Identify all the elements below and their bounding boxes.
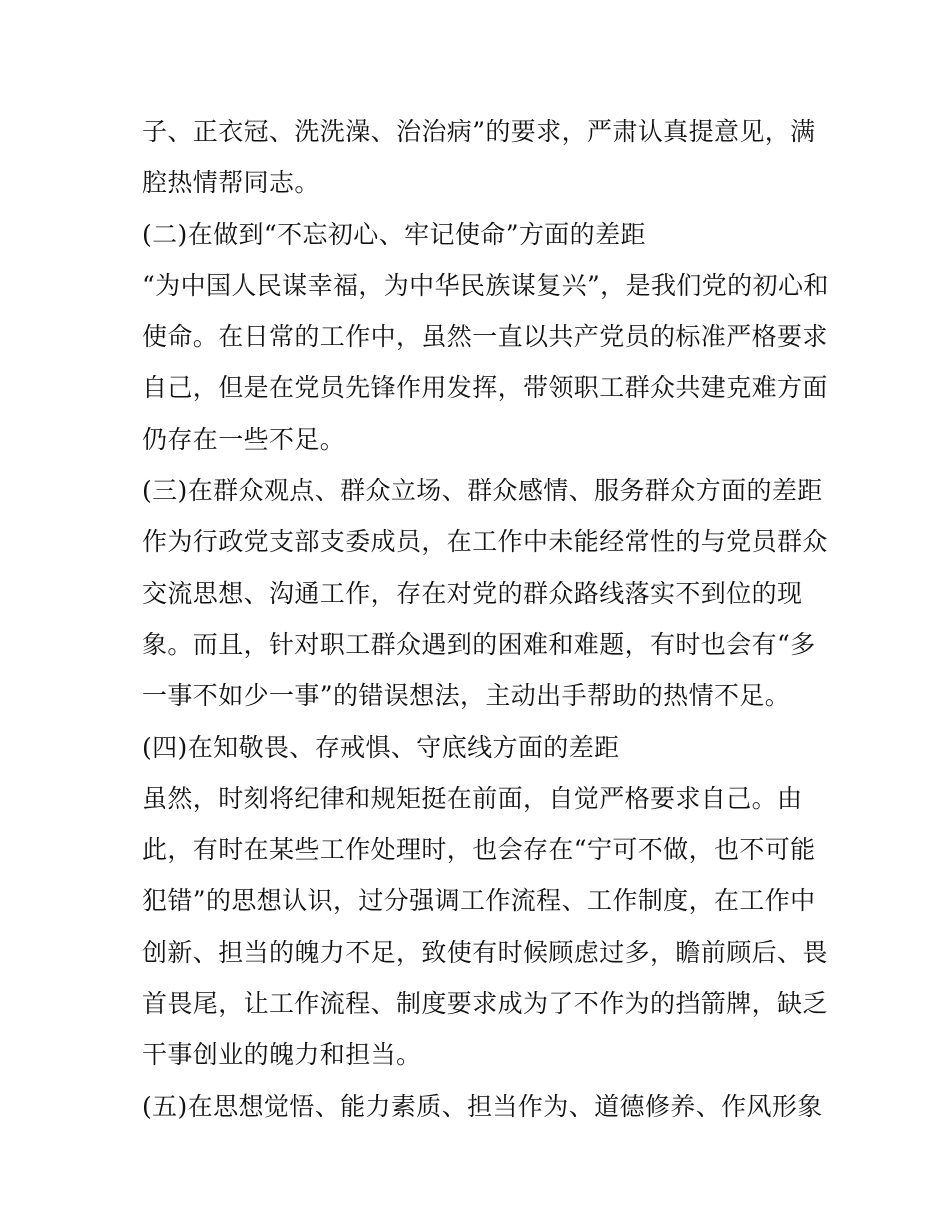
- text-line: 虽然，时刻将纪律和规矩挺在前面，自觉严格要求自己。由: [142, 783, 803, 813]
- text-line: 象。而且，针对职工群众遇到的困难和难题，有时也会有“多: [142, 629, 816, 659]
- text-line: 腔热情帮同志。: [142, 168, 320, 198]
- text-line: 一事不如少一事”的错误想法，主动出手帮助的热情不足。: [142, 681, 791, 711]
- text-line: “为中国人民谋幸福，为中华民族谋复兴”，是我们党的初心和: [142, 270, 829, 300]
- section-heading: (三)在群众观点、群众立场、群众感情、服务群众方面的差距: [142, 476, 823, 506]
- text-line: 自己，但是在党员先锋作用发挥，带领职工群众共建克难方面: [142, 373, 828, 403]
- text-line: 交流思想、沟通工作，存在对党的群众路线落实不到位的现: [142, 578, 803, 608]
- text-line: 此，有时在某些工作处理时，也会存在“宁可不做，也不可能: [142, 835, 816, 865]
- section-heading: (四)在知敬畏、存戒惧、守底线方面的差距: [142, 732, 620, 762]
- text-line: 干事创业的魄力和担当。: [142, 1040, 422, 1070]
- document-body: [142, 106, 829, 1132]
- section-heading: (二)在做到“不忘初心、牢记使命”方面的差距: [142, 219, 646, 249]
- text-line: 仍存在一些不足。: [142, 424, 346, 454]
- text-line: 犯错”的思想认识，过分强调工作流程、工作制度，在工作中: [142, 886, 816, 916]
- text-line: 子、正衣冠、洗洗澡、治治病”的要求，严肃认真提意见，满: [142, 117, 816, 146]
- text-line: 使命。在日常的工作中，虽然一直以共产党员的标准严格要求: [142, 322, 828, 352]
- text-line: 作为行政党支部支委成员，在工作中未能经常性的与党员群众: [142, 527, 828, 557]
- text-line: 创新、担当的魄力不足，致使有时候顾虑过多，瞻前顾后、畏: [142, 937, 828, 967]
- section-heading: (五)在思想觉悟、能力素质、担当作为、道德修养、作风形象: [142, 1091, 823, 1121]
- text-line: 首畏尾，让工作流程、制度要求成为了不作为的挡箭牌，缺乏: [142, 989, 828, 1019]
